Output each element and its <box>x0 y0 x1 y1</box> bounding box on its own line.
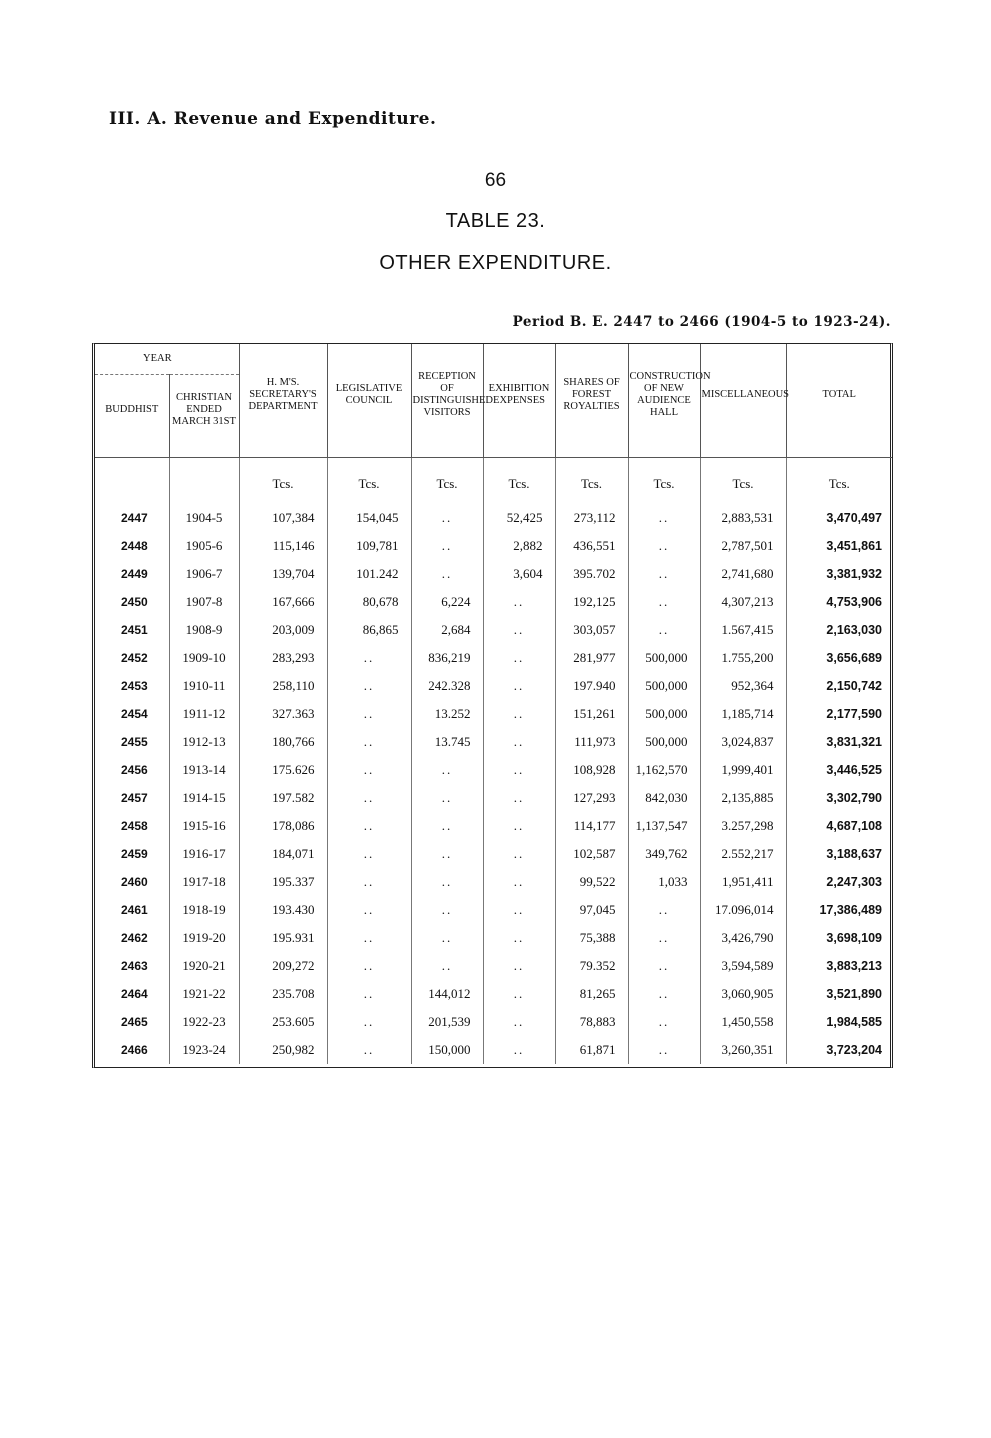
cell-exhibition: .. <box>483 868 555 896</box>
cell-construction: 349,762 <box>628 840 700 868</box>
cell-christian: 1917-18 <box>169 868 239 896</box>
cell-misc: 2,135,885 <box>700 784 786 812</box>
cell-hm-secretary: 115,146 <box>239 532 327 560</box>
cell-reception: .. <box>411 952 483 980</box>
cell-exhibition: .. <box>483 784 555 812</box>
cell-construction: 1,033 <box>628 868 700 896</box>
unit-label: Tcs. <box>828 476 850 491</box>
cell-reception: .. <box>411 924 483 952</box>
cell-buddhist: 2449 <box>95 560 169 588</box>
cell-forest: 111,973 <box>555 728 628 756</box>
cell-hm-secretary: 175.626 <box>239 756 327 784</box>
cell-exhibition: 2,882 <box>483 532 555 560</box>
cell-buddhist: 2462 <box>95 924 169 952</box>
cell-misc: 3,426,790 <box>700 924 786 952</box>
header-total: TOTAL <box>822 388 856 400</box>
units-row <box>95 458 892 505</box>
cell-exhibition: .. <box>483 896 555 924</box>
table-row <box>95 700 892 728</box>
cell-misc: 1,999,401 <box>700 756 786 784</box>
header-exhibition: EXHIBITION EXPENSES <box>483 344 555 445</box>
cell-christian: 1908-9 <box>169 616 239 644</box>
unit-label: Tcs. <box>555 458 628 505</box>
cell-hm-secretary: 327.363 <box>239 700 327 728</box>
cell-legislative: .. <box>327 784 411 812</box>
cell-total: 17,386,489 <box>819 903 882 917</box>
table-row <box>95 728 892 756</box>
cell-buddhist: 2455 <box>95 728 169 756</box>
cell-hm-secretary: 209,272 <box>239 952 327 980</box>
cell-misc: 2,741,680 <box>700 560 786 588</box>
cell-exhibition: .. <box>483 840 555 868</box>
cell-reception: .. <box>411 840 483 868</box>
cell-construction: .. <box>628 616 700 644</box>
cell-buddhist: 2464 <box>95 980 169 1008</box>
cell-reception: .. <box>411 560 483 588</box>
cell-buddhist: 2456 <box>95 756 169 784</box>
unit-label: Tcs. <box>483 458 555 505</box>
cell-total: 4,687,108 <box>826 819 882 833</box>
cell-reception: .. <box>411 784 483 812</box>
cell-hm-secretary: 250,982 <box>239 1036 327 1064</box>
cell-reception: 6,224 <box>411 588 483 616</box>
cell-legislative: 109,781 <box>327 532 411 560</box>
cell-legislative: .. <box>327 896 411 924</box>
cell-hm-secretary: 195.337 <box>239 868 327 896</box>
cell-forest: 151,261 <box>555 700 628 728</box>
cell-buddhist: 2448 <box>95 532 169 560</box>
cell-reception: .. <box>411 756 483 784</box>
cell-reception: .. <box>411 504 483 532</box>
cell-hm-secretary: 197.582 <box>239 784 327 812</box>
cell-forest: 102,587 <box>555 840 628 868</box>
cell-reception: 144,012 <box>411 980 483 1008</box>
cell-hm-secretary: 184,071 <box>239 840 327 868</box>
cell-exhibition: .. <box>483 588 555 616</box>
table-row <box>95 532 892 560</box>
cell-construction: .. <box>628 896 700 924</box>
cell-legislative: .. <box>327 812 411 840</box>
cell-christian: 1909-10 <box>169 644 239 672</box>
cell-total: 2,163,030 <box>826 623 882 637</box>
cell-hm-secretary: 180,766 <box>239 728 327 756</box>
cell-exhibition: .. <box>483 644 555 672</box>
cell-christian: 1904-5 <box>169 504 239 532</box>
cell-christian: 1923-24 <box>169 1036 239 1064</box>
cell-misc: 3,594,589 <box>700 952 786 980</box>
cell-forest: 97,045 <box>555 896 628 924</box>
cell-buddhist: 2458 <box>95 812 169 840</box>
cell-construction: 500,000 <box>628 672 700 700</box>
cell-total: 3,451,861 <box>826 539 882 553</box>
table-row <box>95 980 892 1008</box>
cell-reception: 13.252 <box>411 700 483 728</box>
cell-hm-secretary: 253.605 <box>239 1008 327 1036</box>
cell-forest: 99,522 <box>555 868 628 896</box>
table-title: TABLE 23. <box>445 210 546 232</box>
cell-forest: 281,977 <box>555 644 628 672</box>
cell-construction: .. <box>628 532 700 560</box>
cell-misc: 2,883,531 <box>700 504 786 532</box>
cell-construction: 500,000 <box>628 644 700 672</box>
cell-legislative: .. <box>327 672 411 700</box>
cell-buddhist: 2459 <box>95 840 169 868</box>
table-row <box>95 1036 892 1064</box>
cell-construction: .. <box>628 924 700 952</box>
cell-hm-secretary: 107,384 <box>239 504 327 532</box>
cell-hm-secretary: 193.430 <box>239 896 327 924</box>
cell-exhibition: .. <box>483 924 555 952</box>
table-subtitle: OTHER EXPENDITURE. <box>379 252 612 274</box>
header-buddhist: BUDDHIST <box>95 375 169 446</box>
unit-label: Tcs. <box>628 458 700 505</box>
cell-misc: 1.567,415 <box>700 616 786 644</box>
cell-total: 3,698,109 <box>826 931 882 945</box>
cell-buddhist: 2457 <box>95 784 169 812</box>
cell-buddhist: 2447 <box>95 504 169 532</box>
cell-christian: 1913-14 <box>169 756 239 784</box>
cell-exhibition: .. <box>483 700 555 728</box>
cell-exhibition: 3,604 <box>483 560 555 588</box>
cell-exhibition: .. <box>483 756 555 784</box>
expenditure-table <box>95 344 892 1064</box>
cell-forest: 114,177 <box>555 812 628 840</box>
period-caption: Period B. E. 2447 to 2466 (1904-5 to 1923-24). <box>512 314 891 330</box>
cell-legislative: .. <box>327 952 411 980</box>
cell-misc: 2,787,501 <box>700 532 786 560</box>
table-row <box>95 952 892 980</box>
cell-legislative: .. <box>327 868 411 896</box>
header-christian: CHRISTIAN ENDED MARCH 31ST <box>169 375 239 446</box>
header-legislative: LEGISLATIVE COUNCIL <box>327 344 411 445</box>
header-construction: CONSTRUCTION OF NEW AUDIENCE HALL <box>628 344 700 445</box>
cell-forest: 127,293 <box>555 784 628 812</box>
cell-forest: 108,928 <box>555 756 628 784</box>
cell-legislative: .. <box>327 644 411 672</box>
cell-forest: 75,388 <box>555 924 628 952</box>
cell-construction: .. <box>628 1008 700 1036</box>
cell-legislative: 101.242 <box>327 560 411 588</box>
cell-reception: 13.745 <box>411 728 483 756</box>
unit-label: Tcs. <box>327 458 411 505</box>
cell-christian: 1922-23 <box>169 1008 239 1036</box>
table-row <box>95 756 892 784</box>
cell-reception: 2,684 <box>411 616 483 644</box>
table-row <box>95 784 892 812</box>
page-number: 66 <box>484 170 507 191</box>
cell-buddhist: 2454 <box>95 700 169 728</box>
cell-misc: 17.096,014 <box>700 896 786 924</box>
cell-exhibition: .. <box>483 980 555 1008</box>
cell-misc: 1.755,200 <box>700 644 786 672</box>
cell-christian: 1911-12 <box>169 700 239 728</box>
cell-hm-secretary: 283,293 <box>239 644 327 672</box>
cell-construction: 842,030 <box>628 784 700 812</box>
cell-legislative: .. <box>327 700 411 728</box>
cell-misc: 3.257,298 <box>700 812 786 840</box>
cell-construction: .. <box>628 504 700 532</box>
cell-total: 3,446,525 <box>826 763 882 777</box>
cell-hm-secretary: 235.708 <box>239 980 327 1008</box>
cell-total: 3,381,932 <box>826 567 882 581</box>
cell-hm-secretary: 258,110 <box>239 672 327 700</box>
cell-construction: .. <box>628 952 700 980</box>
table-row <box>95 560 892 588</box>
cell-exhibition: .. <box>483 728 555 756</box>
cell-forest: 395.702 <box>555 560 628 588</box>
cell-legislative: 80,678 <box>327 588 411 616</box>
cell-forest: 436,551 <box>555 532 628 560</box>
cell-legislative: 154,045 <box>327 504 411 532</box>
cell-reception: .. <box>411 532 483 560</box>
cell-forest: 197.940 <box>555 672 628 700</box>
cell-christian: 1916-17 <box>169 840 239 868</box>
table-row <box>95 616 892 644</box>
cell-christian: 1915-16 <box>169 812 239 840</box>
cell-hm-secretary: 195.931 <box>239 924 327 952</box>
cell-hm-secretary: 178,086 <box>239 812 327 840</box>
cell-reception: .. <box>411 868 483 896</box>
cell-total: 2,247,303 <box>826 875 882 889</box>
cell-total: 2,150,742 <box>826 679 882 693</box>
cell-reception: 201,539 <box>411 1008 483 1036</box>
cell-legislative: .. <box>327 1008 411 1036</box>
cell-christian: 1918-19 <box>169 896 239 924</box>
table-row <box>95 924 892 952</box>
cell-total: 1,984,585 <box>826 1015 882 1029</box>
cell-buddhist: 2452 <box>95 644 169 672</box>
table-row <box>95 896 892 924</box>
cell-buddhist: 2465 <box>95 1008 169 1036</box>
cell-legislative: .. <box>327 728 411 756</box>
cell-total: 3,656,689 <box>826 651 882 665</box>
cell-misc: 2.552,217 <box>700 840 786 868</box>
cell-exhibition: .. <box>483 952 555 980</box>
cell-buddhist: 2453 <box>95 672 169 700</box>
cell-exhibition: .. <box>483 1008 555 1036</box>
cell-hm-secretary: 203,009 <box>239 616 327 644</box>
cell-exhibition: .. <box>483 812 555 840</box>
cell-total: 3,470,497 <box>826 511 882 525</box>
cell-forest: 192,125 <box>555 588 628 616</box>
cell-misc: 1,951,411 <box>700 868 786 896</box>
cell-forest: 78,883 <box>555 1008 628 1036</box>
table-row <box>95 840 892 868</box>
cell-buddhist: 2463 <box>95 952 169 980</box>
cell-total: 3,302,790 <box>826 791 882 805</box>
cell-construction: .. <box>628 588 700 616</box>
cell-total: 3,521,890 <box>826 987 882 1001</box>
cell-construction: 500,000 <box>628 728 700 756</box>
table-row <box>95 868 892 896</box>
cell-misc: 952,364 <box>700 672 786 700</box>
cell-christian: 1919-20 <box>169 924 239 952</box>
cell-christian: 1906-7 <box>169 560 239 588</box>
unit-label: Tcs. <box>411 458 483 505</box>
cell-reception: 150,000 <box>411 1036 483 1064</box>
cell-misc: 3,024,837 <box>700 728 786 756</box>
cell-exhibition: 52,425 <box>483 504 555 532</box>
table-row <box>95 812 892 840</box>
cell-christian: 1920-21 <box>169 952 239 980</box>
expenditure-table-frame <box>92 343 893 1068</box>
cell-forest: 303,057 <box>555 616 628 644</box>
cell-buddhist: 2460 <box>95 868 169 896</box>
cell-buddhist: 2466 <box>95 1036 169 1064</box>
cell-exhibition: .. <box>483 616 555 644</box>
cell-buddhist: 2450 <box>95 588 169 616</box>
cell-construction: 1,137,547 <box>628 812 700 840</box>
cell-christian: 1912-13 <box>169 728 239 756</box>
cell-forest: 81,265 <box>555 980 628 1008</box>
cell-misc: 4,307,213 <box>700 588 786 616</box>
cell-construction: .. <box>628 980 700 1008</box>
cell-hm-secretary: 167,666 <box>239 588 327 616</box>
cell-construction: .. <box>628 560 700 588</box>
cell-christian: 1907-8 <box>169 588 239 616</box>
cell-total: 3,188,637 <box>826 847 882 861</box>
header-year: YEAR <box>95 344 239 375</box>
cell-christian: 1910-11 <box>169 672 239 700</box>
cell-construction: 500,000 <box>628 700 700 728</box>
cell-legislative: .. <box>327 1036 411 1064</box>
header-misc: MISCELLANEOUS <box>700 344 786 445</box>
cell-legislative: 86,865 <box>327 616 411 644</box>
table-row <box>95 672 892 700</box>
unit-label: Tcs. <box>239 458 327 505</box>
cell-reception: .. <box>411 896 483 924</box>
cell-exhibition: .. <box>483 1036 555 1064</box>
section-heading: III. A. Revenue and Expenditure. <box>109 109 437 129</box>
cell-legislative: .. <box>327 756 411 784</box>
cell-legislative: .. <box>327 980 411 1008</box>
cell-construction: 1,162,570 <box>628 756 700 784</box>
cell-buddhist: 2451 <box>95 616 169 644</box>
cell-total: 4,753,906 <box>826 595 882 609</box>
cell-exhibition: .. <box>483 672 555 700</box>
table-row <box>95 504 892 532</box>
table-row <box>95 644 892 672</box>
header-forest: SHARES OF FOREST ROYALTIES <box>555 344 628 445</box>
cell-misc: 3,260,351 <box>700 1036 786 1064</box>
cell-legislative: .. <box>327 840 411 868</box>
cell-hm-secretary: 139,704 <box>239 560 327 588</box>
table-body <box>95 458 892 1065</box>
cell-misc: 1,450,558 <box>700 1008 786 1036</box>
cell-total: 3,723,204 <box>826 1043 882 1057</box>
table-row <box>95 1008 892 1036</box>
cell-total: 2,177,590 <box>826 707 882 721</box>
cell-total: 3,883,213 <box>826 959 882 973</box>
cell-construction: .. <box>628 1036 700 1064</box>
cell-total: 3,831,321 <box>826 735 882 749</box>
header-reception: RECEPTION OF DISTINGUISHED VISITORS <box>411 344 483 445</box>
cell-forest: 273,112 <box>555 504 628 532</box>
cell-reception: 242.328 <box>411 672 483 700</box>
cell-forest: 61,871 <box>555 1036 628 1064</box>
header-hm-secretary: H. M'S. SECRETARY'S DEPARTMENT <box>239 344 327 445</box>
cell-christian: 1921-22 <box>169 980 239 1008</box>
unit-label: Tcs. <box>700 458 786 505</box>
cell-reception: .. <box>411 812 483 840</box>
cell-misc: 3,060,905 <box>700 980 786 1008</box>
cell-legislative: .. <box>327 924 411 952</box>
cell-christian: 1905-6 <box>169 532 239 560</box>
cell-buddhist: 2461 <box>95 896 169 924</box>
cell-christian: 1914-15 <box>169 784 239 812</box>
cell-misc: 1,185,714 <box>700 700 786 728</box>
cell-forest: 79.352 <box>555 952 628 980</box>
table-row <box>95 588 892 616</box>
cell-reception: 836,219 <box>411 644 483 672</box>
